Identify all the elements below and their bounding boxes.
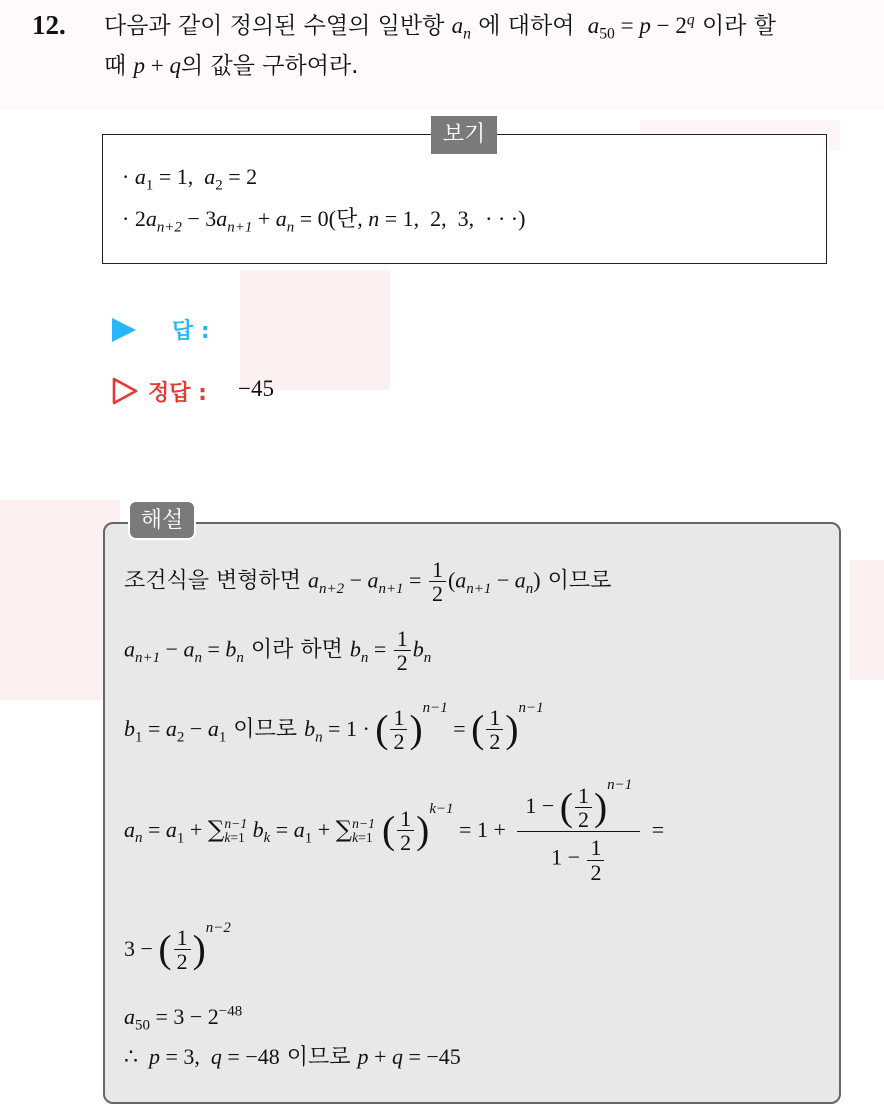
- bogi-condition-2: · $2a_{n+2} - 3a_{n+1} + a_n = 0$(단, n = 1, 2, 3, · · ·): [122, 206, 526, 236]
- solution-line3-mid: 이므로: [233, 716, 298, 742]
- solution-line-4: $a_n = a_1$ + ∑ n−1 k=1 $b_k = a_1$ + ∑ n−1 k=1 ( $\frac{1}{2}$ )$^{k-1}$ = 1 + 1 − ( $\frac{1}{2}$ )$^{n-1}$ 1 − $\frac{1}{2}$ =: [124, 777, 665, 885]
- question-line1-prefix: 다음과 같이 정의된 수열의 일반항: [104, 13, 445, 39]
- solution-line-1: 조건식을 변형하면 $a_{n+2} - a_{n+1}$ = $\frac{1}{2}$ $(a_{n+1} - a_n)$ 이므로: [124, 557, 612, 607]
- question-number: 12.: [32, 10, 66, 40]
- solution-line-7: ∴ p = 3, q = −48 이므로 p + q = −45: [124, 1044, 461, 1070]
- question-line2-prefix: 때: [104, 53, 127, 79]
- correct-arrow-icon: [112, 377, 138, 405]
- bogi-label: 보기: [431, 116, 497, 154]
- solution-label: 해설: [128, 500, 196, 540]
- correct-label: 정답 :: [148, 381, 207, 406]
- solution-line1-prefix: 조건식을 변형하면: [124, 568, 302, 594]
- question-line2-suffix: 의 값을 구하여라.: [181, 53, 359, 79]
- solution-line-2: $a_{n+1} - a_n = b_n$ 이라 하면 $b_n$ = $\frac{1}{2}$ $b_n$: [124, 626, 432, 676]
- bogi-condition-1: · $a_1 = 1$, $a_2 = 2$: [122, 164, 258, 194]
- question-line1-suffix: 이라 할: [701, 13, 776, 39]
- question-line1-mid: 에 대하여: [478, 13, 575, 39]
- correct-value: −45: [238, 376, 274, 401]
- solution-line-3: $b_1 = a_2 - a_1$ 이므로 $b_n = 1$ · ( $\frac{1}{2}$ )$^{n-1}$ = ( $\frac{1}{2}$ )$^{n-1}$: [124, 700, 544, 755]
- solution-line-5: 3 − ( $\frac{1}{2}$ )$^{n-2}$: [124, 920, 231, 975]
- solution-line1-suffix: 이므로: [547, 568, 612, 594]
- bogi-note: 단: [335, 207, 358, 232]
- solution-line-6: $a_{50} = 3 - 2^{-48}$: [124, 1003, 243, 1034]
- question-text: 다음과 같이 정의된 수열의 일반항 $a_n$ 에 대하여 $a_{50} = p - 2^q$ 이라 할 때 p + q의 값을 구하여라.: [104, 11, 776, 79]
- solution-line2-mid: 이라 하면: [250, 637, 343, 663]
- answer-value[interactable]: [240, 314, 440, 342]
- solution-line7-mid: 이므로: [286, 1045, 351, 1070]
- answer-label: 답 :: [172, 319, 210, 344]
- answer-arrow-icon: [112, 318, 136, 342]
